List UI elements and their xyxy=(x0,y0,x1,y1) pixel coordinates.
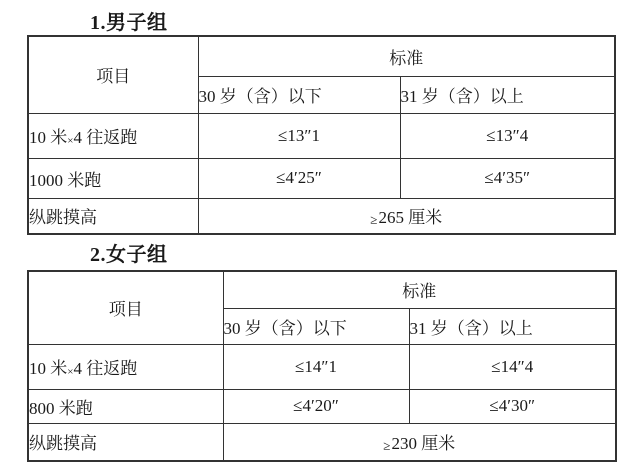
women-800m-run-row xyxy=(28,389,616,423)
women-standard-header-cell: 标准 xyxy=(223,271,616,308)
shuttle-run-label-prefix: 10 米 xyxy=(29,359,68,378)
men-header-row-1 xyxy=(28,36,615,76)
men-shuttle-run-over31-value: ≤13″4 xyxy=(400,113,615,158)
shuttle-run-label-suffix: 4 往返跑 xyxy=(73,359,138,378)
men-vertical-jump-row xyxy=(28,198,615,234)
shuttle-run-label-suffix: 4 往返跑 xyxy=(73,128,138,147)
men-shuttle-run-label-cell xyxy=(28,113,198,158)
men-shuttle-run-under30-value: ≤13″1 xyxy=(198,113,400,158)
men-1000m-run-under30-value: ≤4′25″ xyxy=(198,158,400,198)
men-standards-table xyxy=(27,35,616,235)
women-shuttle-run-under30-value: ≤14″1 xyxy=(223,344,409,389)
section-heading-women: 2.女子组 xyxy=(90,244,168,266)
women-800m-run-under30-value: ≤4′20″ xyxy=(223,389,409,423)
men-1000m-run-label-cell: 1000 米跑 xyxy=(28,158,198,198)
men-shuttle-run-row xyxy=(28,113,615,158)
women-age-over31-header-cell: 31 岁（含）以上 xyxy=(409,308,616,344)
women-shuttle-run-over31-value: ≤14″4 xyxy=(409,344,616,389)
women-vertical-jump-label-cell: 纵跳摸高 xyxy=(28,423,223,461)
men-standard-header-cell: 标准 xyxy=(198,36,615,76)
section-heading-men: 1.男子组 xyxy=(90,12,168,34)
multiply-sign: × xyxy=(67,366,74,378)
women-800m-run-over31-value: ≤4′30″ xyxy=(409,389,616,423)
women-vertical-jump-row xyxy=(28,423,616,461)
women-800m-run-label-cell: 800 米跑 xyxy=(28,389,223,423)
men-age-over31-header-cell: 31 岁（含）以上 xyxy=(400,76,615,113)
women-vertical-jump-value-text: 230 厘米 xyxy=(391,434,456,454)
men-vertical-jump-merged-value xyxy=(198,198,615,234)
greater-equal-sign: ≥ xyxy=(370,212,378,228)
women-age-under30-header-cell: 30 岁（含）以下 xyxy=(223,308,409,344)
men-1000m-run-row xyxy=(28,158,615,198)
greater-equal-sign: ≥ xyxy=(383,438,391,454)
women-header-row-1 xyxy=(28,271,616,308)
women-shuttle-run-row xyxy=(28,344,616,389)
women-vertical-jump-merged-value xyxy=(223,423,616,461)
women-standards-table xyxy=(27,270,617,462)
men-age-under30-header-cell: 30 岁（含）以下 xyxy=(198,76,400,113)
shuttle-run-label-prefix: 10 米 xyxy=(29,128,68,147)
men-item-header-cell: 项目 xyxy=(28,36,198,113)
men-vertical-jump-label-cell: 纵跳摸高 xyxy=(28,198,198,234)
men-vertical-jump-value-text: 265 厘米 xyxy=(378,208,443,228)
multiply-sign: × xyxy=(67,135,74,147)
women-shuttle-run-label-cell xyxy=(28,344,223,389)
men-1000m-run-over31-value: ≤4′35″ xyxy=(400,158,615,198)
women-item-header-cell: 项目 xyxy=(28,271,223,344)
